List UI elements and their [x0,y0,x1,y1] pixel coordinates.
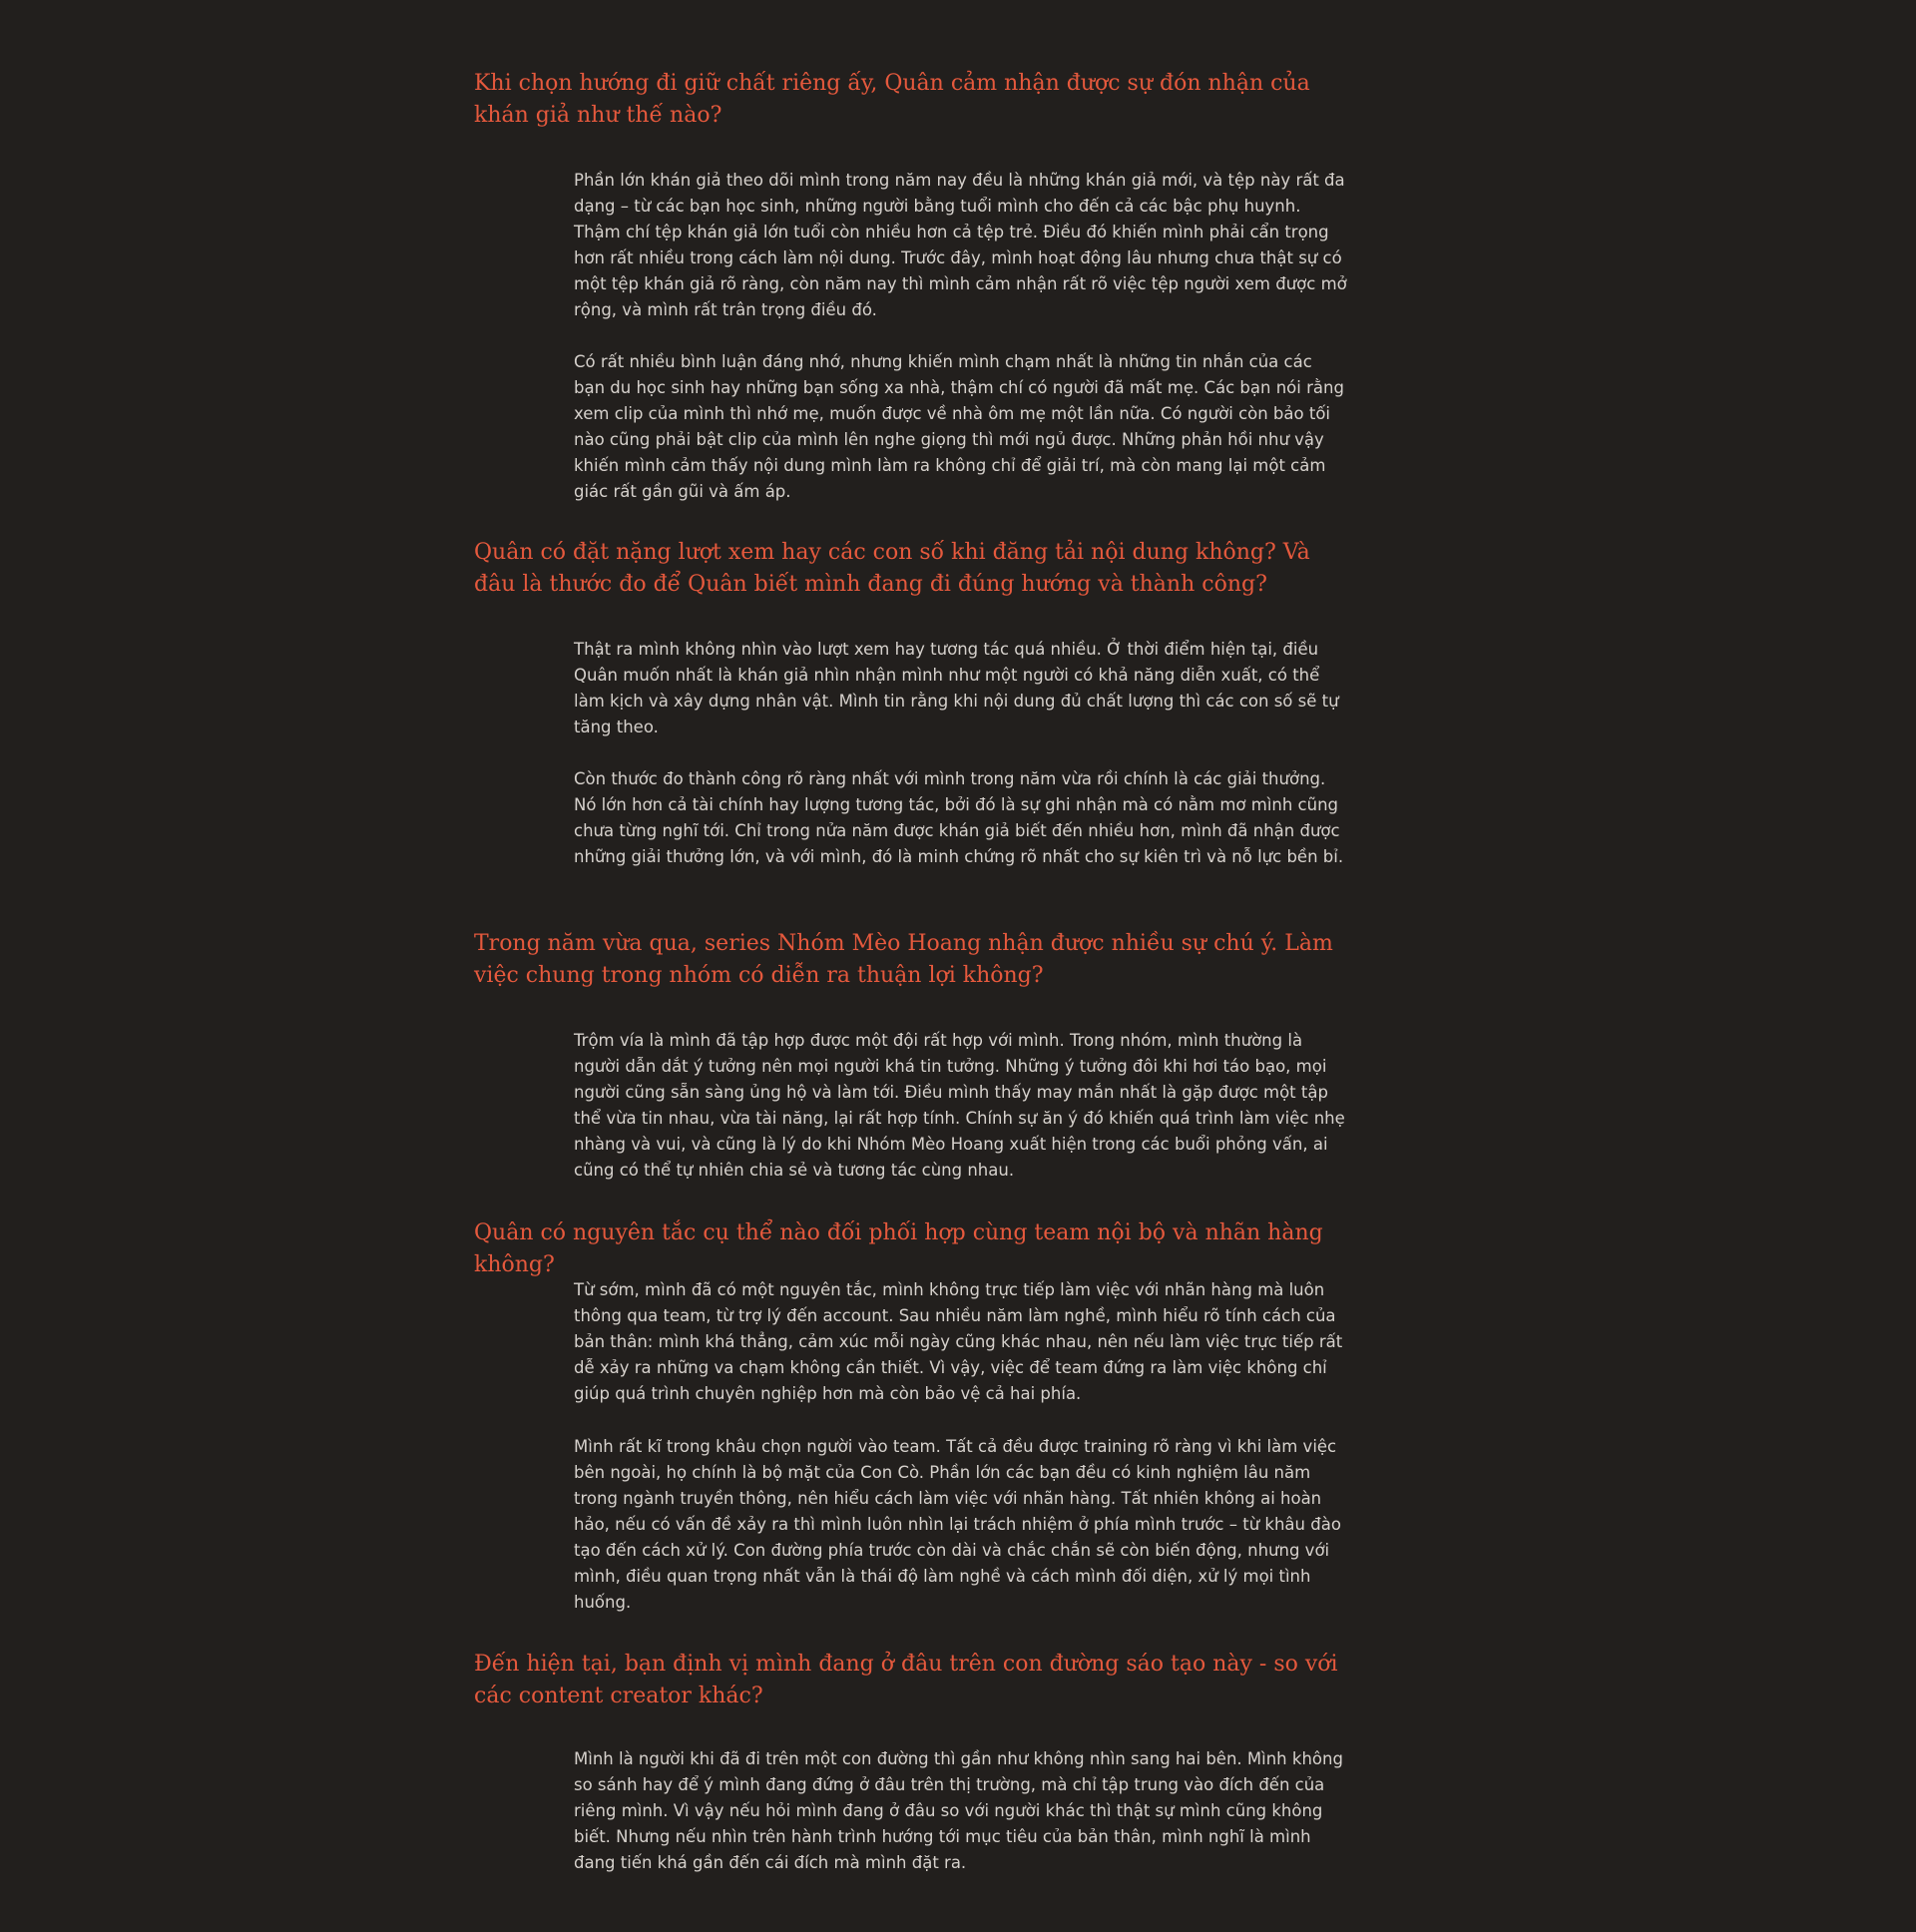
interview-answer: Còn thước đo thành công rõ ràng nhất với mình trong năm vừa rồi chính là các giải thưởng. Nó lớn hơn cả tài chính hay lượng tương tác, bởi đó là sự ghi nhận mà có nằm mơ mình cũng chưa từng nghĩ tới. Chỉ trong nửa năm được khán giả biết đến nhiều hơn, mình đã nhận được những giải thưởng lớn, và với mình, đó là minh chứng rõ nhất cho sự kiên trì và nỗ lực bền bỉ. [574,769,1344,866]
interview-question: Trong năm vừa qua, series Nhóm Mèo Hoang nhận được nhiều sự chú ý. Làm việc chung trong nhóm có diễn ra thuận lợi không? [474,931,1333,988]
interview-answer: Từ sớm, mình đã có một nguyên tắc, mình không trực tiếp làm việc với nhãn hàng mà luôn thông qua team, từ trợ lý đến account. Sau nhiều năm làm nghề, mình hiểu rõ tính cách của bản thân: mình khá thẳng, cảm xúc mỗi ngày cũng khác nhau, nên nếu làm việc trực tiếp rất dễ xảy ra những va chạm không cần thiết. Vì vậy, việc để team đứng ra làm việc không chỉ giúp quá trình chuyên nghiệp hơn mà còn bảo vệ cả hai phía. [574,1280,1343,1403]
interview-question: Quân có nguyên tắc cụ thể nào đối phối hợp cùng team nội bộ và nhãn hàng không? [474,1220,1323,1277]
interview-answer: Có rất nhiều bình luận đáng nhớ, nhưng khiến mình chạm nhất là những tin nhắn của các bạn du học sinh hay những bạn sống xa nhà, thậm chí có người đã mất mẹ. Các bạn nói rằng xem clip của mình thì nhớ mẹ, muốn được về nhà ôm mẹ một lần nữa. Có người còn bảo tối nào cũng phải bật clip của mình lên nghe giọng thì mới ngủ được. Những phản hồi như vậy khiến mình cảm thấy nội dung mình làm ra không chỉ để giải trí, mà còn mang lại một cảm giác rất gần gũi và ấm áp. [574,352,1344,501]
interview-answer: Mình rất kĩ trong khâu chọn người vào team. Tất cả đều được training rõ ràng vì khi làm việc bên ngoài, họ chính là bộ mặt của Con Cò. Phần lớn các bạn đều có kinh nghiệm lâu năm trong ngành truyền thông, nên hiểu cách làm việc với nhãn hàng. Tất nhiên không ai hoàn hảo, nếu có vấn đề xảy ra thì mình luôn nhìn lại trách nhiệm ở phía mình trước – từ khâu đào tạo đến cách xử lý. Con đường phía trước còn dài và chắc chắn sẽ còn biến động, nhưng với mình, điều quan trọng nhất vẫn là thái độ làm nghề và cách mình đối diện, xử lý mọi tình huống. [574,1437,1341,1612]
interview-answer: Trộm vía là mình đã tập hợp được một đội rất hợp với mình. Trong nhóm, mình thường là người dẫn dắt ý tưởng nên mọi người khá tin tưởng. Những ý tưởng đôi khi hơi táo bạo, mọi người cũng sẵn sàng ủng hộ và làm tới. Điều mình thấy may mắn nhất là gặp được một tập thể vừa tin nhau, vừa tài năng, lại rất hợp tính. Chính sự ăn ý đó khiến quá trình làm việc nhẹ nhàng và vui, và cũng là lý do khi Nhóm Mèo Hoang xuất hiện trong các buổi phỏng vấn, ai cũng có thể tự nhiên chia sẻ và tương tác cùng nhau. [574,1031,1345,1180]
interview-answer: Thật ra mình không nhìn vào lượt xem hay tương tác quá nhiều. Ở thời điểm hiện tại, điều Quân muốn nhất là khán giả nhìn nhận mình như một người có khả năng diễn xuất, có thể làm kịch và xây dựng nhân vật. Mình tin rằng khi nội dung đủ chất lượng thì các con số sẽ tự tăng theo. [574,640,1339,736]
interview-question: Khi chọn hướng đi giữ chất riêng ấy, Quân cảm nhận được sự đón nhận của khán giả như thế nào? [474,71,1310,128]
interview-answer: Phần lớn khán giả theo dõi mình trong năm nay đều là những khán giả mới, và tệp này rất đa dạng – từ các bạn học sinh, những người bằng tuổi mình cho đến cả các bậc phụ huynh. Thậm chí tệp khán giả lớn tuổi còn nhiều hơn cả tệp trẻ. Điều đó khiến mình phải cẩn trọng hơn rất nhiều trong cách làm nội dung. Trước đây, mình hoạt động lâu nhưng chưa thật sự có một tệp khán giả rõ ràng, còn năm nay thì mình cảm nhận rất rõ việc tệp người xem được mở rộng, và mình rất trân trọng điều đó. [574,171,1347,319]
interview-answer: Mình là người khi đã đi trên một con đường thì gần như không nhìn sang hai bên. Mình không so sánh hay để ý mình đang đứng ở đâu trên thị trường, mà chỉ tập trung vào đích đến của riêng mình. Vì vậy nếu hỏi mình đang ở đâu so với người khác thì thật sự mình cũng không biết. Nhưng nếu nhìn trên hành trình hướng tới mục tiêu của bản thân, mình nghĩ là mình đang tiến khá gần đến cái đích mà mình đặt ra. [574,1749,1343,1872]
interview-question: Đến hiện tại, bạn định vị mình đang ở đâu trên con đường sáo tạo này - so với các content creator khác? [474,1652,1338,1708]
interview-question: Quân có đặt nặng lượt xem hay các con số khi đăng tải nội dung không? Và đâu là thước đo để Quân biết mình đang đi đúng hướng và thành công? [474,540,1310,597]
